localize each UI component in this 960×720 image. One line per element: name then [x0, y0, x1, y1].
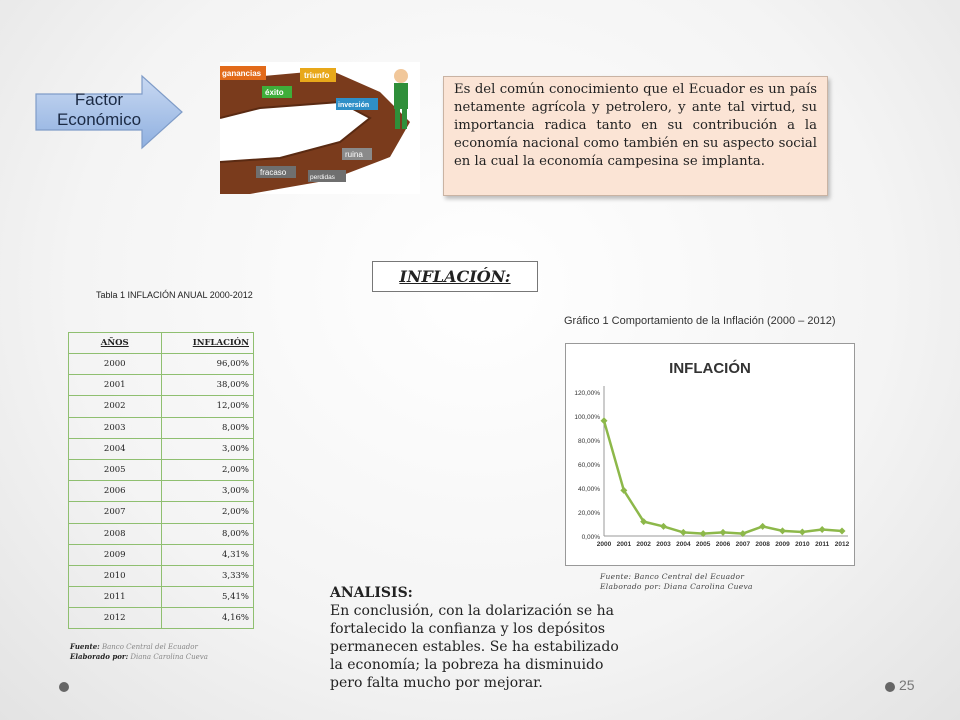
table-cell-inflation: 4,16%: [161, 608, 254, 629]
ladder-label-ruina: ruina: [345, 150, 363, 159]
x-tick-label: 2007: [735, 541, 751, 548]
table-cell-inflation: 2,00%: [161, 502, 254, 523]
arrow-label-line2: Económico: [56, 110, 142, 129]
y-tick-label: 60,00%: [577, 462, 600, 469]
table-cell-year: 2003: [69, 417, 162, 438]
table-row: [69, 481, 254, 502]
y-tick-label: 80,00%: [577, 438, 600, 445]
table-cell-inflation: 3,33%: [161, 565, 254, 586]
x-tick-label: 2002: [636, 541, 651, 548]
factor-economico-label: [40, 90, 158, 130]
table-cell-year: 2004: [69, 438, 162, 459]
arrow-label-line1: Factor: [74, 90, 124, 109]
table-cell-year: 2006: [69, 481, 162, 502]
chart-title: INFLACIÓN: [669, 360, 751, 377]
table-cell-year: 2002: [69, 396, 162, 417]
x-tick-label: 2001: [616, 541, 632, 548]
table-cell-inflation: 5,41%: [161, 587, 254, 608]
table-caption: Tabla 1 INFLACIÓN ANUAL 2000-2012: [96, 290, 253, 300]
page-number: 25: [899, 677, 915, 693]
table-cell-year: 2008: [69, 523, 162, 544]
table-cell-inflation: 4,31%: [161, 544, 254, 565]
table-source-label: Fuente:: [70, 642, 100, 651]
table-cell-inflation: 8,00%: [161, 523, 254, 544]
chart-caption: Gráfico 1 Comportamiento de la Inflación (2000 – 2012): [564, 315, 836, 327]
table-cell-year: 2007: [69, 502, 162, 523]
data-point: [839, 528, 846, 535]
table-cell-inflation: 38,00%: [161, 375, 254, 396]
x-tick-label: 2004: [676, 541, 691, 548]
analysis-body: En conclusión, con la dolarización se ha fortalecido la confianza y los depósitos permanecen estables. Se ha estabilizado la economía; la pobreza ha disminuido pero falta mucho por mejorar.: [330, 603, 619, 691]
table-row: [69, 417, 254, 438]
x-tick-label: 2003: [656, 541, 671, 548]
ladder-label-inversion: inversión: [338, 102, 370, 109]
data-point: [779, 527, 786, 534]
data-point: [720, 529, 727, 536]
table-header-row: [69, 333, 254, 354]
table-header-years: AÑOS: [69, 333, 162, 354]
data-point: [660, 523, 667, 530]
table-cell-inflation: 3,00%: [161, 438, 254, 459]
table-cell-year: 2010: [69, 565, 162, 586]
table-row: [69, 544, 254, 565]
table-row: [69, 396, 254, 417]
y-tick-label: 120,00%: [574, 390, 600, 397]
inflation-section-title: INFLACIÓN:: [372, 261, 538, 292]
table-row: [69, 502, 254, 523]
data-point: [601, 417, 608, 424]
table-source-value: Banco Central del Ecuador: [101, 643, 198, 651]
table-cell-inflation: 2,00%: [161, 459, 254, 480]
y-tick-label: 40,00%: [577, 486, 600, 493]
data-point: [819, 526, 826, 533]
table-cell-inflation: 12,00%: [161, 396, 254, 417]
table-source: [70, 642, 208, 662]
table-row: [69, 375, 254, 396]
data-point: [759, 523, 766, 530]
chart-source-line1: Fuente: Banco Central del Ecuador: [600, 572, 745, 581]
table-row: [69, 354, 254, 375]
table-author-value: Diana Carolina Cueva: [130, 653, 208, 661]
x-tick-label: 2012: [834, 541, 850, 548]
chart-source-line2: Elaborado por: Diana Carolina Cueva: [600, 582, 753, 591]
x-tick-label: 2005: [695, 541, 711, 548]
y-tick-label: 20,00%: [577, 510, 600, 517]
ladder-label-triunfo: triunfo: [304, 71, 330, 80]
table-row: [69, 523, 254, 544]
table-row: [69, 438, 254, 459]
series-line: [604, 421, 842, 534]
table-cell-inflation: 96,00%: [161, 354, 254, 375]
ladder-label-perdidas: perdidas: [310, 174, 335, 181]
table-cell-year: 2011: [69, 587, 162, 608]
table-cell-inflation: 3,00%: [161, 481, 254, 502]
table-cell-year: 2000: [69, 354, 162, 375]
chart-source: [600, 572, 753, 592]
table-row: [69, 565, 254, 586]
analysis-block: [330, 584, 620, 692]
table-cell-year: 2005: [69, 459, 162, 480]
inflation-chart: [565, 343, 855, 566]
footer-dot-left: [59, 682, 69, 692]
x-tick-label: 2008: [755, 541, 770, 548]
table-cell-year: 2012: [69, 608, 162, 629]
x-tick-label: 2011: [815, 541, 830, 548]
table-row: [69, 459, 254, 480]
inflation-chart-svg: [566, 344, 854, 565]
footer-dot-right: [885, 682, 895, 692]
y-tick-label: 100,00%: [574, 414, 600, 421]
x-tick-label: 2010: [795, 541, 810, 548]
x-tick-label: 2009: [775, 541, 790, 548]
x-tick-label: 2006: [715, 541, 731, 548]
ladder-label-exito: éxito: [265, 88, 284, 97]
success-ladder-illustration: [220, 62, 420, 194]
table-cell-inflation: 8,00%: [161, 417, 254, 438]
analysis-heading: ANALISIS:: [330, 585, 413, 601]
data-point: [680, 529, 687, 536]
economic-factor-description: Es del común conocimiento que el Ecuador es un país netamente agrícola y petrolero, y ante tal virtud, su importancia radica tanto en su contribución a la economía nacional como también en su aspecto social en la cual la economía campesina se implanta.: [443, 76, 828, 196]
inflation-table: [68, 332, 254, 629]
ladder-label-fracaso: fracaso: [260, 168, 287, 177]
table-cell-year: 2001: [69, 375, 162, 396]
table-cell-year: 2009: [69, 544, 162, 565]
table-row: [69, 587, 254, 608]
y-tick-label: 0,00%: [581, 534, 600, 541]
table-row: [69, 608, 254, 629]
table-author-label: Elaborado por:: [70, 652, 129, 661]
x-tick-label: 2000: [596, 541, 612, 548]
table-header-inflation: INFLACIÓN: [161, 333, 254, 354]
data-point: [799, 529, 806, 536]
ladder-label-ganancias: ganancias: [222, 69, 262, 78]
